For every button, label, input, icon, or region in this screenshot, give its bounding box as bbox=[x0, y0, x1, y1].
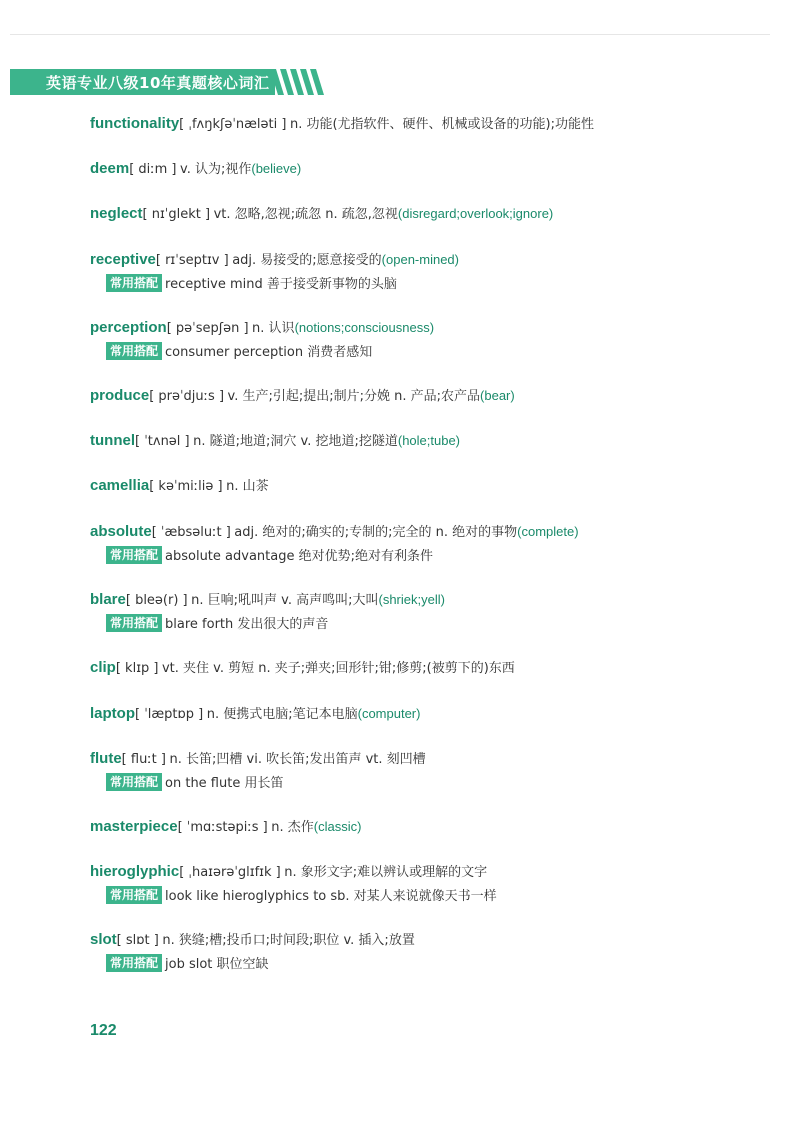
entry-deem bbox=[90, 158, 301, 181]
definition: adj. 易接受的;愿意接受的 bbox=[232, 253, 382, 268]
collocation: consumer perception 消费者感知 bbox=[165, 345, 373, 360]
phonetic: [ klɪp ] bbox=[115, 661, 159, 676]
collocation-badge: 常用搭配 bbox=[106, 614, 162, 632]
definition: n. 认识 bbox=[252, 321, 295, 336]
definition: adj. 绝对的;确实的;专制的;完全的 n. 绝对的事物 bbox=[234, 525, 518, 540]
definition: n. 杰作 bbox=[271, 820, 314, 835]
collocation: receptive mind 善于接受新事物的头脑 bbox=[165, 277, 397, 292]
collocation: on the flute 用长笛 bbox=[165, 776, 284, 791]
synonyms: (believe) bbox=[251, 161, 302, 176]
synonyms: (notions;consciousness) bbox=[294, 320, 435, 335]
page-number: 122 bbox=[90, 1022, 117, 1039]
synonyms: (open-mined) bbox=[381, 252, 459, 267]
collocation-badge: 常用搭配 bbox=[106, 954, 162, 972]
entry-laptop bbox=[90, 703, 420, 726]
entry-absolute bbox=[90, 521, 579, 568]
synonyms: (shriek;yell) bbox=[378, 592, 445, 607]
entry-clip bbox=[90, 657, 515, 680]
entry-hieroglyphic bbox=[90, 861, 497, 908]
headword: flute bbox=[90, 750, 122, 767]
headword: perception bbox=[90, 319, 167, 336]
synonyms: (complete) bbox=[517, 524, 579, 539]
phonetic: [ ˈlæptɒp ] bbox=[135, 707, 204, 722]
entry-camellia bbox=[90, 475, 269, 498]
collocation-badge: 常用搭配 bbox=[106, 274, 162, 292]
collocation: job slot 职位空缺 bbox=[165, 957, 269, 972]
phonetic: [ ˌhaɪərəˈglɪfɪk ] bbox=[179, 865, 281, 880]
phonetic: [ kəˈmiːliə ] bbox=[149, 479, 223, 494]
headword: tunnel bbox=[90, 432, 135, 449]
headword: clip bbox=[90, 659, 116, 676]
synonyms: (computer) bbox=[357, 706, 421, 721]
collocation-badge: 常用搭配 bbox=[106, 546, 162, 564]
entry-masterpiece bbox=[90, 816, 361, 839]
phonetic: [ ˌfʌŋkʃəˈnæləti ] bbox=[179, 117, 287, 132]
entry-slot bbox=[90, 929, 415, 976]
collocation: absolute advantage 绝对优势;绝对有利条件 bbox=[165, 549, 433, 564]
definition: n. 象形文字;难以辨认或理解的文字 bbox=[284, 865, 488, 880]
synonyms: (disregard;overlook;ignore) bbox=[397, 206, 554, 221]
entry-blare bbox=[90, 589, 445, 636]
headword: blare bbox=[90, 591, 126, 608]
phonetic: [ slɒt ] bbox=[116, 933, 159, 948]
phonetic: [ ˈmɑːstəpiːs ] bbox=[177, 820, 268, 835]
phonetic: [ nɪˈglekt ] bbox=[142, 207, 211, 222]
headword: hieroglyphic bbox=[90, 863, 180, 880]
headword: laptop bbox=[90, 705, 135, 722]
collocation-badge: 常用搭配 bbox=[106, 886, 162, 904]
definition: n. 便携式电脑;笔记本电脑 bbox=[206, 707, 358, 722]
headword: masterpiece bbox=[90, 818, 178, 835]
headword: receptive bbox=[90, 251, 156, 268]
headword: functionality bbox=[90, 115, 180, 132]
entry-flute bbox=[90, 748, 426, 795]
phonetic: [ ˈtʌnəl ] bbox=[135, 434, 190, 449]
definition: n. 山茶 bbox=[226, 479, 269, 494]
collocation: blare forth 发出很大的声音 bbox=[165, 617, 329, 632]
definition: vt. 忽略,忽视;疏忽 n. 疏忽,忽视 bbox=[213, 207, 398, 222]
headword: slot bbox=[90, 931, 117, 948]
entry-functionality bbox=[90, 113, 594, 136]
phonetic: [ fluːt ] bbox=[121, 752, 166, 767]
headword: deem bbox=[90, 160, 130, 177]
entry-neglect bbox=[90, 203, 553, 226]
definition: n. 功能(尤指软件、硬件、机械或设备的功能);功能性 bbox=[289, 117, 594, 132]
definition: n. 隧道;地道;洞穴 v. 挖地道;挖隧道 bbox=[193, 434, 398, 449]
collocation-badge: 常用搭配 bbox=[106, 342, 162, 360]
headword: camellia bbox=[90, 477, 150, 494]
headword: neglect bbox=[90, 205, 143, 222]
entry-perception bbox=[90, 317, 434, 364]
headword: absolute bbox=[90, 523, 152, 540]
header-title: 英语专业八级10年真题核心词汇 bbox=[46, 74, 270, 92]
synonyms: (bear) bbox=[480, 388, 515, 403]
entry-receptive bbox=[90, 249, 459, 296]
headword: produce bbox=[90, 387, 150, 404]
entry-produce bbox=[90, 385, 515, 408]
definition: n. 长笛;凹槽 vi. 吹长笛;发出笛声 vt. 刻凹槽 bbox=[169, 752, 426, 767]
definition: n. 巨响;吼叫声 v. 高声鸣叫;大叫 bbox=[191, 593, 379, 608]
definition: n. 狭缝;槽;投币口;时间段;职位 v. 插入;放置 bbox=[162, 933, 415, 948]
phonetic: [ rɪˈseptɪv ] bbox=[155, 253, 229, 268]
definition: vt. 夹住 v. 剪短 n. 夹子;弹夹;回形针;钳;修剪;(被剪下的)东西 bbox=[161, 661, 515, 676]
collocation-badge: 常用搭配 bbox=[106, 773, 162, 791]
synonyms: (hole;tube) bbox=[397, 433, 461, 448]
definition: v. 生产;引起;提出;制片;分娩 n. 产品;农产品 bbox=[227, 389, 481, 404]
entry-tunnel bbox=[90, 430, 460, 453]
phonetic: [ bleə(r) ] bbox=[125, 593, 188, 608]
collocation: look like hieroglyphics to sb. 对某人来说就像天书一样 bbox=[165, 889, 497, 904]
synonyms: (classic) bbox=[313, 819, 362, 834]
header-stripes bbox=[268, 69, 328, 95]
phonetic: [ diːm ] bbox=[129, 162, 177, 177]
phonetic: [ ˈæbsəluːt ] bbox=[151, 525, 231, 540]
definition: v. 认为;视作 bbox=[180, 162, 252, 177]
phonetic: [ pəˈsepʃən ] bbox=[166, 321, 249, 336]
phonetic: [ prəˈdjuːs ] bbox=[149, 389, 225, 404]
